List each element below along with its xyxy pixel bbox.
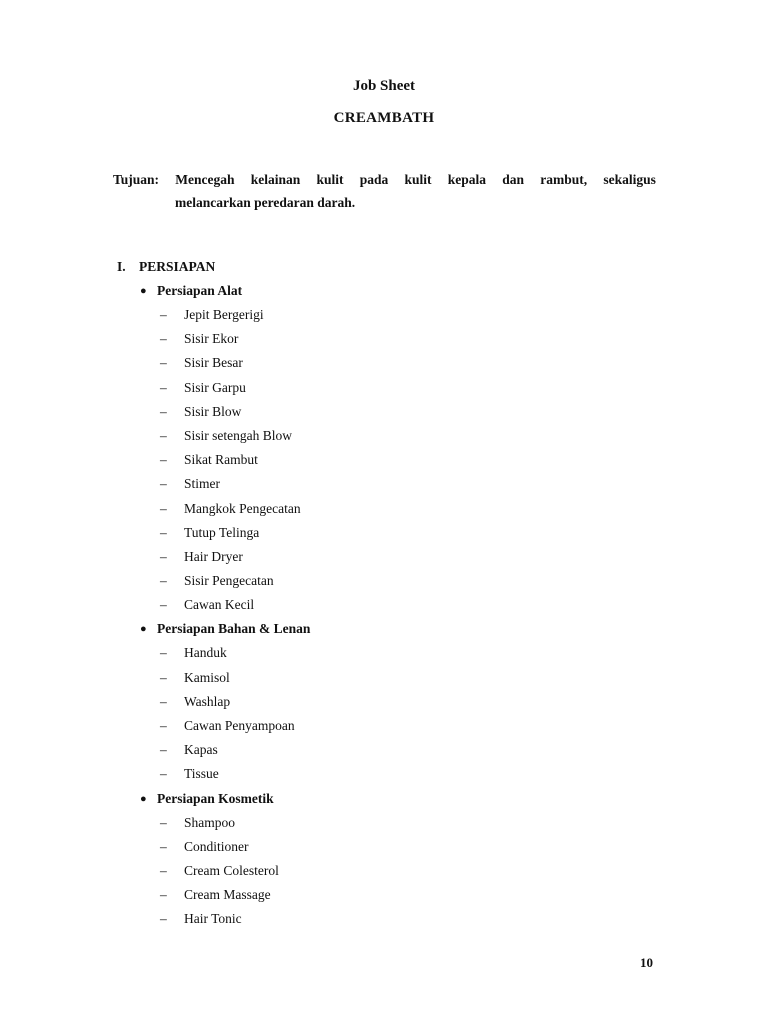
purpose-word: Mencegah — [175, 172, 235, 187]
list-item — [117, 451, 677, 475]
section-number: I. — [117, 259, 126, 274]
dash-marker: – — [160, 887, 167, 903]
list-item — [117, 838, 677, 862]
list-item-label: Handuk — [184, 645, 227, 661]
document-title: Job Sheet — [352, 78, 416, 94]
dash-marker: – — [160, 403, 167, 419]
dash-marker: – — [160, 379, 167, 395]
list-item-label: Cawan Penyampoan — [184, 718, 295, 733]
group-title: Persiapan Bahan & Lenan — [157, 621, 311, 637]
dash-marker: – — [160, 838, 167, 854]
list-item — [117, 910, 677, 934]
group-heading — [117, 790, 677, 814]
purpose-word: sekaligus — [603, 172, 656, 187]
list-item — [117, 814, 677, 838]
dash-marker: – — [160, 597, 167, 613]
section-persiapan — [117, 258, 677, 935]
group-list — [117, 282, 677, 935]
dash-marker: – — [160, 645, 167, 661]
dash-marker: – — [160, 307, 167, 322]
dash-marker: – — [160, 355, 167, 371]
list-item — [117, 717, 677, 741]
bullet-icon: ● — [140, 792, 147, 805]
list-item-label: Hair Tonic — [184, 911, 242, 927]
dash-marker: – — [160, 500, 167, 516]
dash-marker: – — [160, 427, 167, 443]
dash-marker: – — [160, 862, 167, 878]
list-item-label: Tissue — [184, 766, 219, 782]
list-item-label: Jepit Bergerigi — [184, 307, 264, 322]
list-item-label: Sisir Besar — [184, 355, 243, 371]
list-item-label: Tutup Telinga — [184, 524, 260, 540]
list-item-label: Sisir Pengecatan — [184, 573, 274, 589]
purpose-word: rambut, — [540, 172, 588, 187]
list-item — [117, 644, 677, 668]
purpose-word: kulit — [316, 172, 344, 187]
list-item-label: Mangkok Pengecatan — [184, 500, 301, 516]
page-number: 10 — [640, 955, 653, 970]
dash-marker: – — [160, 693, 167, 709]
purpose-word: kepala — [447, 172, 487, 187]
dash-marker: – — [160, 476, 167, 492]
list-item-label: Kamisol — [184, 669, 230, 685]
dash-marker: – — [160, 814, 167, 830]
section-title: PERSIAPAN — [139, 259, 216, 274]
list-item — [117, 862, 677, 886]
list-item-label: Cawan Kecil — [184, 597, 255, 613]
group-heading — [117, 620, 677, 644]
group-title: Persiapan Kosmetik — [157, 790, 274, 806]
dash-marker: – — [160, 331, 167, 347]
dash-marker: – — [160, 524, 167, 540]
list-item-label: Stimer — [184, 476, 220, 492]
list-item — [117, 741, 677, 765]
group-title: Persiapan Alat — [157, 283, 243, 298]
list-item-label: Sisir Blow — [184, 403, 242, 419]
list-item-label: Kapas — [184, 742, 218, 758]
dash-marker: – — [160, 452, 167, 468]
list-item-label: Conditioner — [184, 838, 249, 854]
list-item — [117, 693, 677, 717]
dash-marker: – — [160, 669, 167, 685]
list-item-label: Sisir Ekor — [184, 331, 239, 347]
group-heading — [117, 282, 677, 306]
list-item — [117, 330, 677, 354]
list-item — [117, 379, 677, 403]
list-item — [117, 500, 677, 524]
bullet-icon: ● — [140, 285, 147, 297]
purpose-line-1 — [113, 168, 656, 191]
list-item — [117, 886, 677, 910]
purpose-paragraph — [113, 168, 656, 214]
dash-marker: – — [160, 718, 167, 733]
list-item-label: Shampoo — [184, 814, 236, 830]
dash-marker: – — [160, 548, 167, 564]
purpose-word: kelainan — [250, 172, 301, 187]
list-item — [117, 524, 677, 548]
bullet-icon: ● — [140, 623, 147, 636]
section-heading — [117, 258, 677, 282]
list-item-label: Washlap — [184, 693, 231, 709]
list-item — [117, 572, 677, 596]
purpose-line-2: melancarkan peredaran darah. — [175, 195, 356, 210]
list-item-label: Cream Massage — [184, 887, 271, 903]
list-item-label: Sisir setengah Blow — [184, 427, 292, 443]
list-item-label: Hair Dryer — [184, 548, 243, 564]
list-item — [117, 669, 677, 693]
list-item — [117, 403, 677, 427]
dash-marker: – — [160, 766, 167, 782]
purpose-label: Tujuan: — [113, 172, 160, 187]
list-item — [117, 596, 677, 620]
list-item — [117, 306, 677, 330]
list-item — [117, 765, 677, 789]
list-item-label: Sikat Rambut — [184, 452, 258, 468]
list-item-label: Cream Colesterol — [184, 862, 279, 878]
purpose-word: pada — [359, 172, 389, 187]
document-subtitle: CREAMBATH — [333, 110, 435, 126]
purpose-word: dan — [502, 172, 525, 187]
list-item — [117, 475, 677, 499]
list-item — [117, 427, 677, 451]
dash-marker: – — [160, 911, 167, 927]
list-item — [117, 548, 677, 572]
dash-marker: – — [160, 573, 167, 589]
dash-marker: – — [160, 742, 167, 758]
list-item-label: Sisir Garpu — [184, 379, 246, 395]
list-item — [117, 354, 677, 378]
purpose-word: kulit — [404, 172, 432, 187]
